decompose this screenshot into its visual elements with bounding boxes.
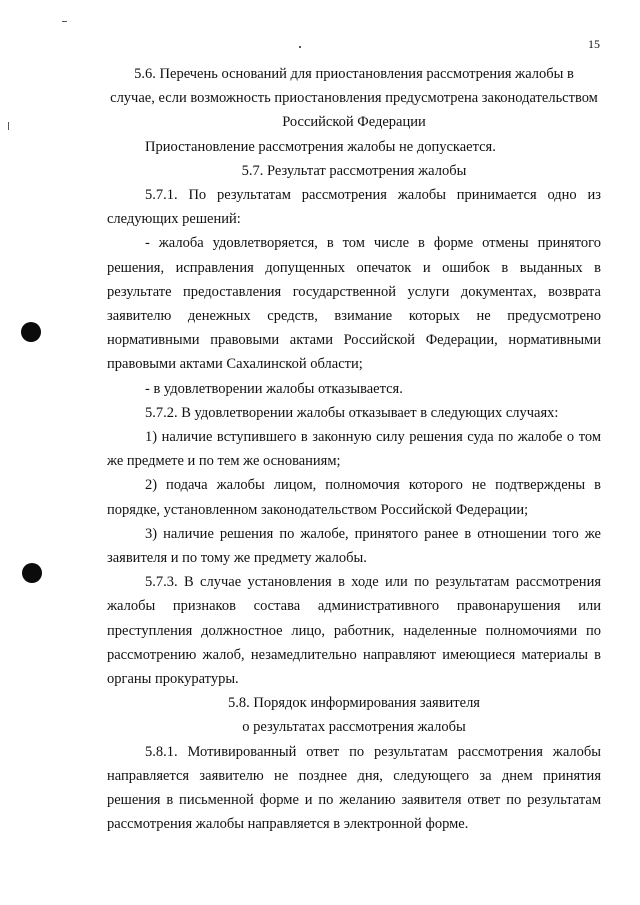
section-5-8-heading-line1: 5.8. Порядок информирования заявителя bbox=[228, 695, 480, 712]
paragraph-5-7-2: 5.7.2. В удовлетворении жалобы отказывает в следующих случаях: bbox=[145, 404, 559, 421]
section-5-8-heading-line2: о результатах рассмотрения жалобы bbox=[242, 719, 466, 736]
scan-speck bbox=[62, 21, 67, 22]
paragraph-5-7-1: 5.7.1. По результатам рассмотрения жалобы принимается одно из следующих решений: bbox=[107, 187, 601, 228]
scan-speck bbox=[299, 46, 301, 48]
section-5-7-heading: 5.7. Результат рассмотрения жалобы bbox=[241, 162, 467, 179]
scan-speck bbox=[8, 122, 9, 130]
punch-hole-icon bbox=[22, 563, 42, 583]
section-5-8-heading bbox=[107, 691, 601, 739]
document-body bbox=[107, 62, 601, 837]
section-5-6-heading-line3: Российской Федерации bbox=[282, 114, 426, 131]
section-5-6-heading bbox=[107, 62, 601, 135]
page-number: 15 bbox=[588, 37, 600, 51]
decision-satisfied: - жалоба удовлетворяется, в том числе в форме отмены принятого решения, исправления допущенных опечаток и ошибок в выданных в результате предоставления государственной услуги документах, возврата заявителю денежных средств, взимание которых не предусмотрено нормативными правовыми актами Российской Федерации, нормативными правовыми актами Сахалинской области; bbox=[107, 235, 601, 373]
paragraph-5-8-1: 5.8.1. Мотивированный ответ по результатам рассмотрения жалобы направляется заявителю не позднее дня, следующего за днем принятия решения в письменной форме и по желанию заявителя ответ по результатам рассмотрения жалобы направляется в электронной форме. bbox=[107, 743, 601, 833]
section-5-6-heading-line1: 5.6. Перечень оснований для приостановления рассмотрения жалобы в bbox=[134, 66, 574, 82]
decision-refused: - в удовлетворении жалобы отказывается. bbox=[145, 380, 403, 397]
paragraph-5-7-3: 5.7.3. В случае установления в ходе или по результатам рассмотрения жалобы признаков состава административного правонарушения или преступления должностное лицо, работник, наделенные полномочиями по рассмотрению жалоб, незамедлительно направляют имеющиеся материалы в органы прокуратуры. bbox=[107, 574, 601, 688]
refusal-case-2: 2) подача жалобы лицом, полномочия которого не подтверждены в порядке, установленном законодательством Российской Федерации; bbox=[107, 477, 601, 518]
section-5-6-text: Приостановление рассмотрения жалобы не допускается. bbox=[145, 138, 496, 155]
refusal-case-3: 3) наличие решения по жалобе, принятого ранее в отношении того же заявителя и по тому же предмету жалобы. bbox=[107, 525, 601, 567]
section-5-6-heading-line2: случае, если возможность приостановления предусмотрена законодательством bbox=[110, 90, 598, 107]
punch-hole-icon bbox=[21, 322, 41, 342]
refusal-case-1: 1) наличие вступившего в законную силу решения суда по жалобе о том же предмете и по тем же основаниям; bbox=[107, 429, 601, 470]
